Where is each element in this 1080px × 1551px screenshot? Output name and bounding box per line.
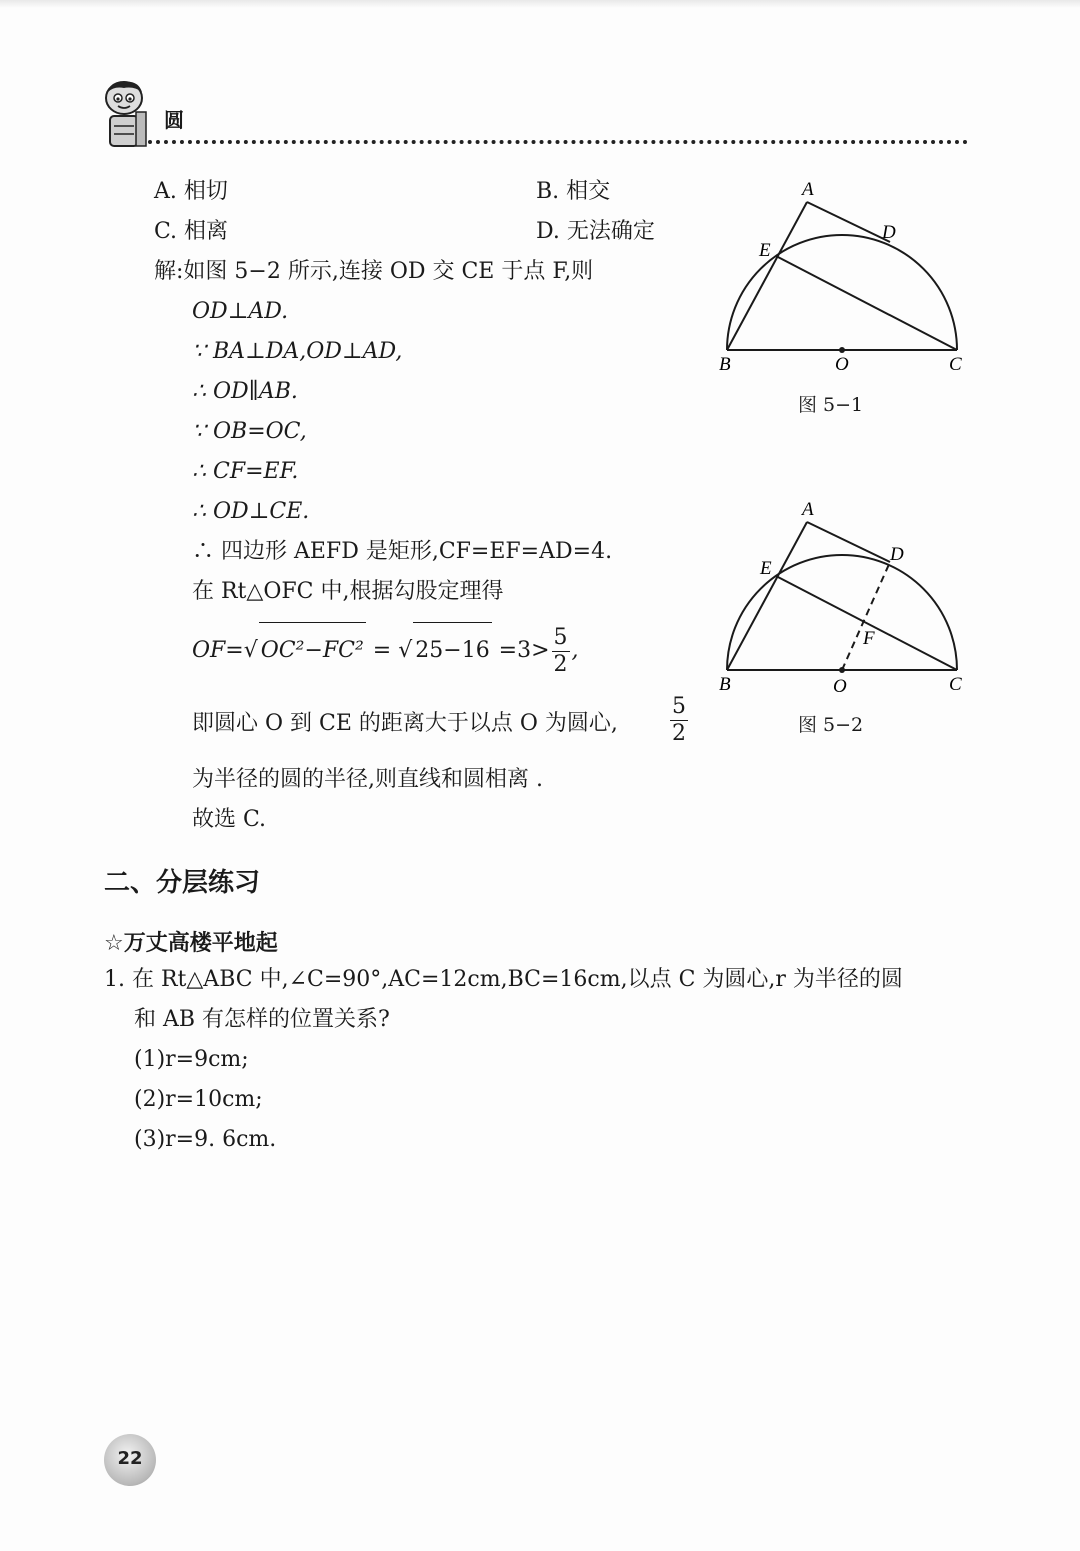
- solution-line-6: ∴ CF=EF.: [192, 459, 299, 484]
- option-c: C. 相离: [154, 219, 229, 244]
- figure-5-2-caption: 图 5−2: [798, 714, 864, 736]
- fig1-label-c: C: [949, 354, 962, 375]
- page-number-badge: [104, 1434, 156, 1486]
- fig2-center-dot: [839, 667, 845, 673]
- fraction-radius-numerator: 5: [672, 694, 686, 719]
- fig2-label-f: F: [863, 628, 875, 649]
- formula-rest: =3>: [491, 638, 550, 663]
- formula-end: ,: [571, 638, 579, 663]
- solution-line-5: ∵ OB=OC,: [192, 419, 307, 444]
- fraction-five-halves: [552, 624, 570, 677]
- exercise-1-part-3: (3)r=9. 6cm.: [134, 1127, 277, 1152]
- fig1-label-e: E: [759, 240, 771, 261]
- figure-5-1: [700, 170, 980, 380]
- fig1-label-a: A: [802, 179, 814, 200]
- fig1-line-ce: [776, 256, 957, 350]
- page-number: 22: [117, 1448, 143, 1469]
- fig2-line-ce: [776, 576, 957, 670]
- solution-line-8: ∴ 四边形 AEFD 是矩形,CF=EF=AD=4.: [192, 539, 613, 564]
- figure-5-1-caption: 图 5−1: [798, 394, 864, 416]
- fig2-label-d: D: [890, 544, 904, 565]
- page-header: [100, 78, 970, 158]
- fig2-label-o: O: [833, 676, 847, 697]
- header-divider: [148, 140, 968, 144]
- fig1-label-b: B: [719, 354, 731, 375]
- fig2-label-a: A: [802, 499, 814, 520]
- exercise-1-part-1: (1)r=9cm;: [134, 1047, 249, 1072]
- solution-line-13: 故选 C.: [192, 807, 267, 832]
- section-title: 二、分层练习: [104, 868, 261, 898]
- chapter-title: 圆: [164, 108, 184, 132]
- fig2-line-ba: [727, 522, 807, 670]
- solution-line-4: ∴ OD∥AB.: [192, 379, 298, 404]
- formula-eq: =: [365, 638, 399, 663]
- fraction-denominator: 2: [553, 651, 568, 677]
- exercise-1-line-2: 和 AB 有怎样的位置关系?: [134, 1007, 390, 1032]
- fig1-line-ba: [727, 202, 807, 350]
- fraction-radius: [670, 696, 688, 745]
- fig2-label-c: C: [949, 674, 962, 695]
- fig1-label-o: O: [835, 354, 849, 375]
- pythagoras-formula: OF=√ OC²−FC² = √ 25−16 =3> $\frac{5}{2}$ ,: [192, 622, 579, 679]
- solution-line-1: 解:如图 5−2 所示,连接 OD 交 CE 于点 F,则: [154, 259, 594, 284]
- option-b: B. 相交: [536, 179, 611, 204]
- exercise-1-line-1: 1. 在 Rt△ABC 中,∠C=90°,AC=12cm,BC=16cm,以点 C 为圆心,r 为半径的圆: [104, 967, 903, 992]
- fraction-numerator: 5: [553, 624, 568, 650]
- fig2-label-b: B: [719, 674, 731, 695]
- subsection-title: ☆万丈高楼平地起: [104, 931, 278, 956]
- solution-line-2: OD⊥AD.: [192, 299, 289, 324]
- formula-sqrt-1: OC²−FC²: [259, 622, 366, 679]
- formula-sqrt-2: 25−16: [413, 622, 491, 679]
- solution-line-7: ∴ OD⊥CE.: [192, 499, 310, 524]
- fig2-dashed-od: [842, 562, 890, 670]
- option-a: A. 相切: [154, 179, 228, 204]
- solution-line-12: 为半径的圆的半径,则直线和圆相离 .: [192, 767, 543, 792]
- solution-line-3: ∵ BA⊥DA,OD⊥AD,: [192, 339, 403, 364]
- solution-line-9: 在 Rt△OFC 中,根据勾股定理得: [192, 579, 504, 604]
- fraction-radius-denominator: 2: [672, 721, 686, 746]
- figure-5-2: [700, 490, 980, 700]
- solution-line-11: 即圆心 O 到 CE 的距离大于以点 O 为圆心,: [192, 711, 618, 736]
- fig1-center-dot: [839, 347, 845, 353]
- page-top-edge: [0, 0, 1080, 8]
- formula-lhs: OF=: [192, 638, 244, 663]
- fig1-label-d: D: [882, 222, 896, 243]
- option-d: D. 无法确定: [536, 219, 655, 244]
- fig2-label-e: E: [760, 558, 772, 579]
- exercise-1-part-2: (2)r=10cm;: [134, 1087, 263, 1112]
